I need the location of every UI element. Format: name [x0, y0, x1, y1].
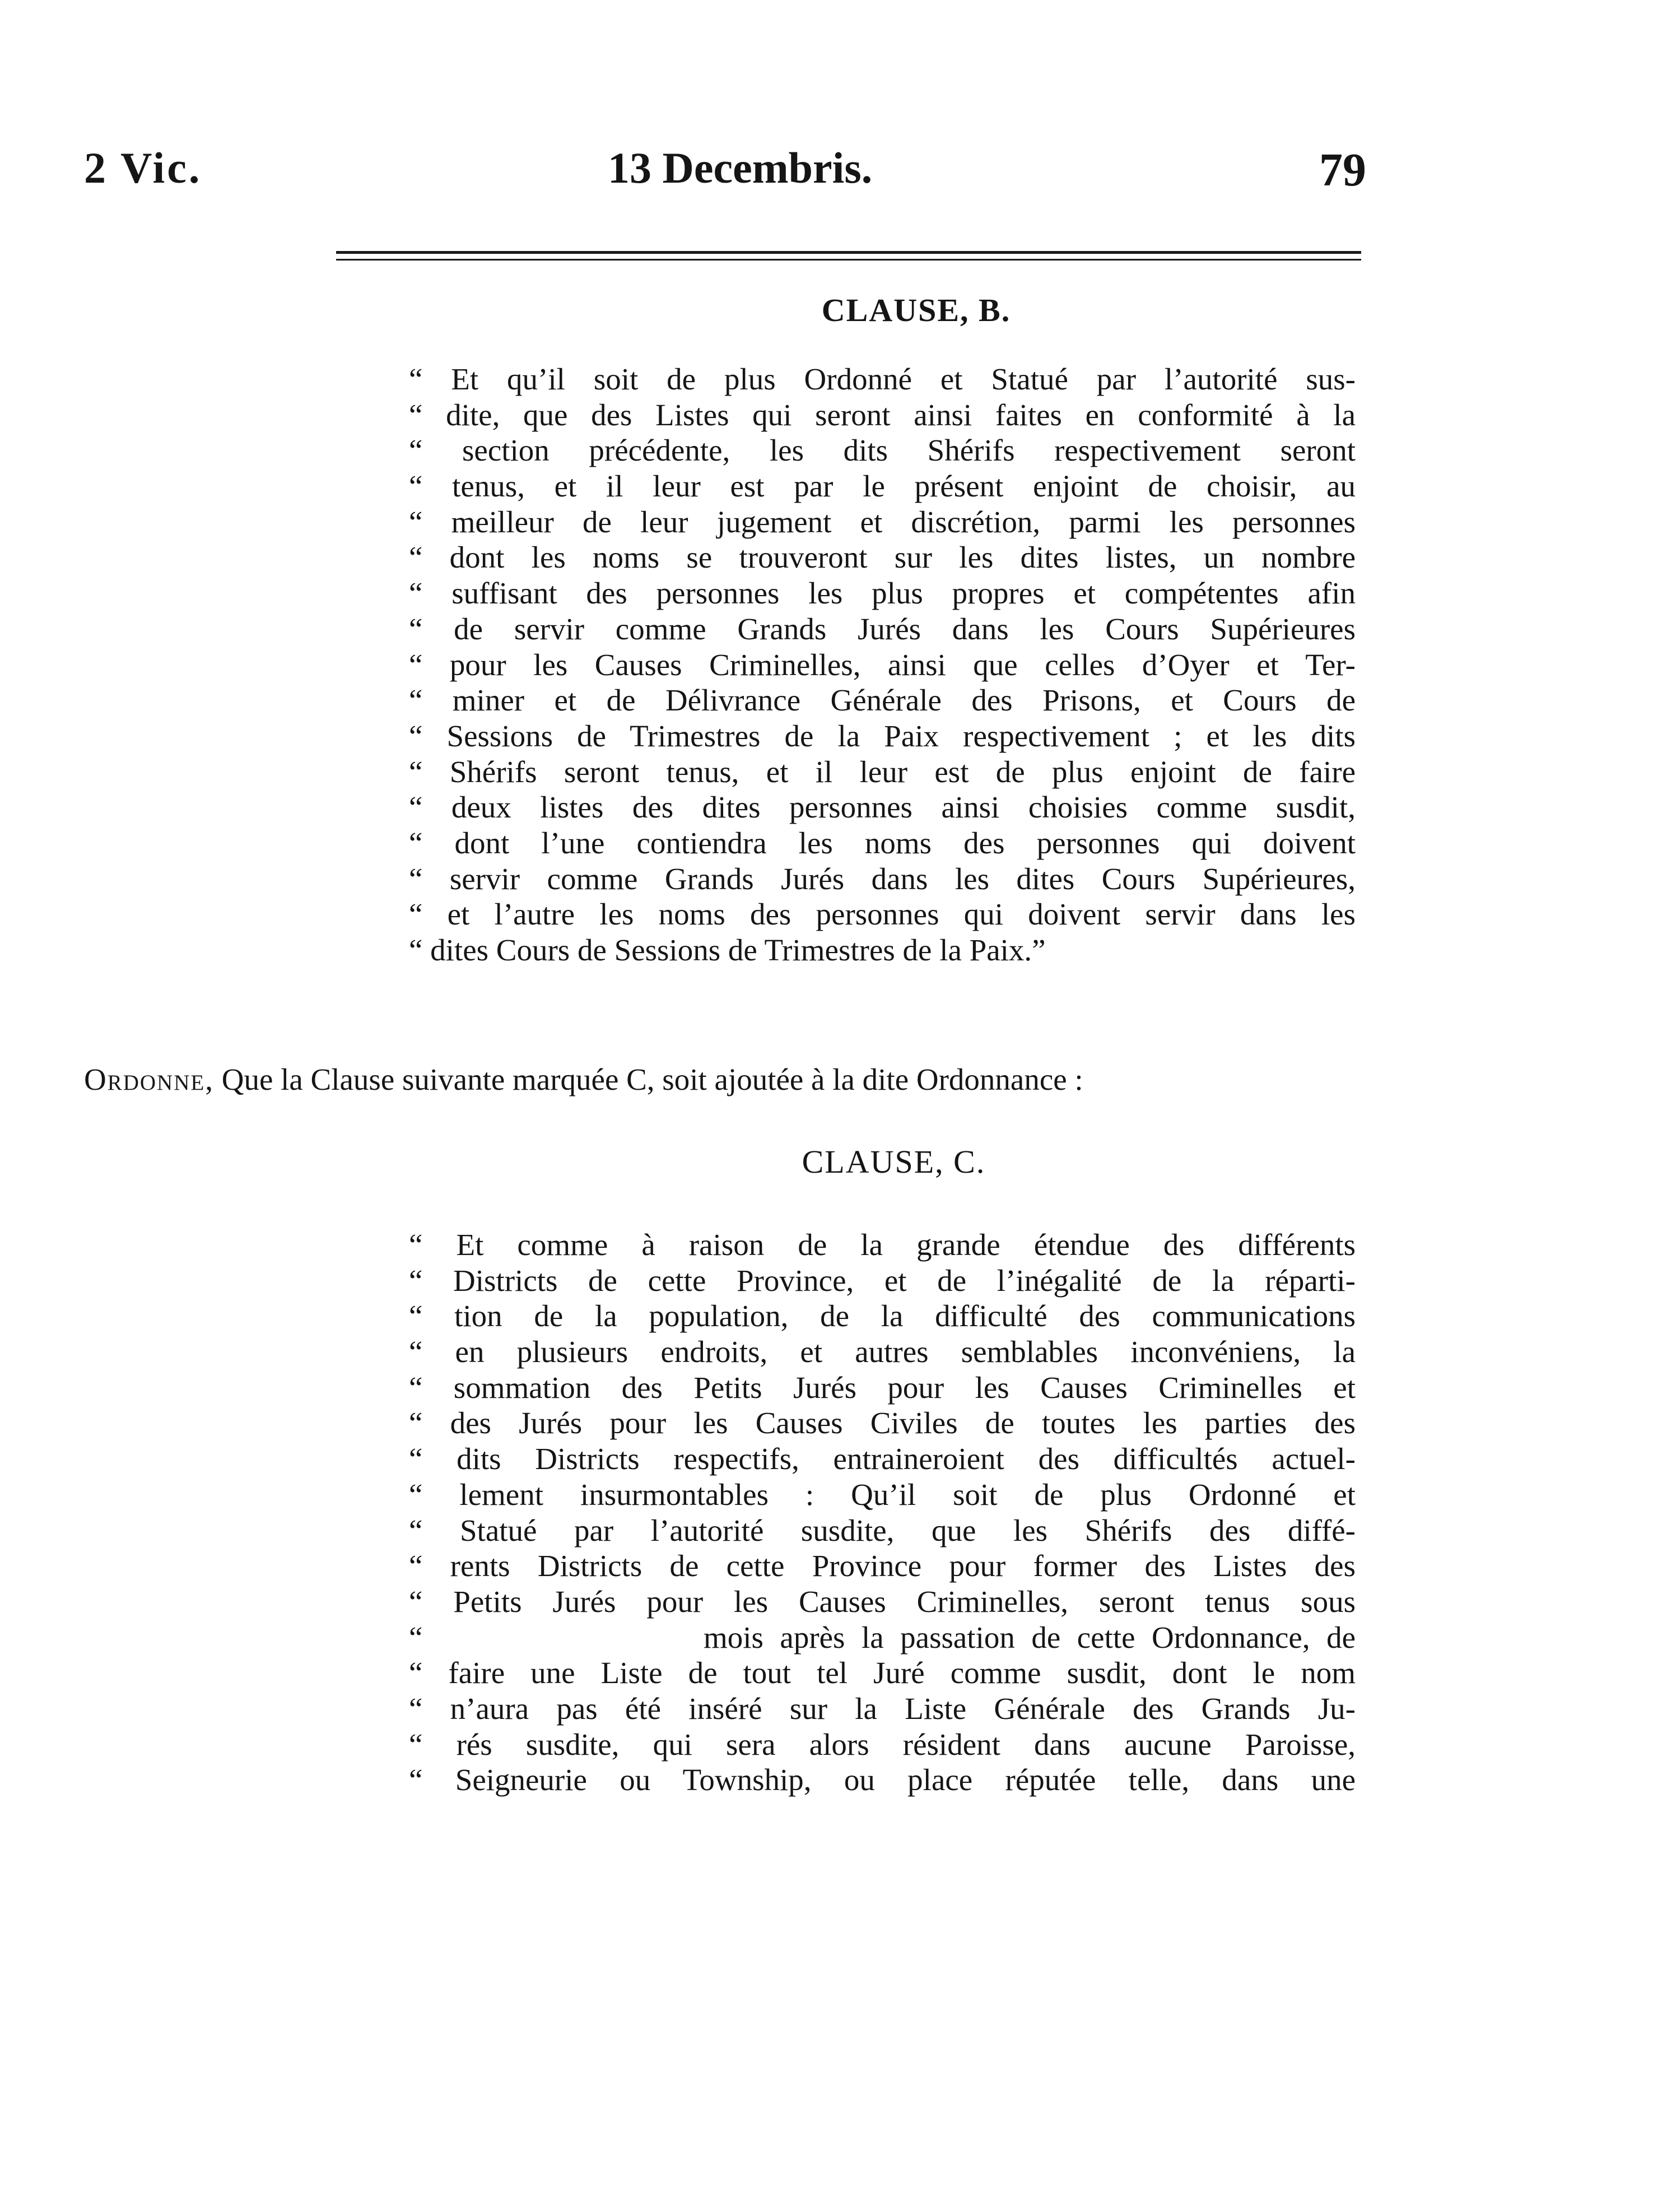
clause-b-line: “ dite, que des Listes qui seront ainsi faites en conformité à la [409, 397, 1356, 432]
clause-c-line: “ lement insurmontables : Qu’il soit de plus Ordonné et [409, 1477, 1356, 1512]
clause-b-heading: CLAUSE, B. [821, 292, 1011, 328]
clause-b-line: “ suffisant des personnes les plus propres et compétentes afin [409, 576, 1356, 611]
clause-b-line: “ meilleur de leur jugement et discrétion, parmi les personnes [409, 504, 1356, 539]
header-rule [336, 251, 1361, 254]
clause-b-line: “ Shérifs seront tenus, et il leur est de plus enjoint de faire [409, 754, 1356, 789]
page-number: 79 [1319, 144, 1366, 196]
clause-b-line: “ et l’autre les noms des personnes qui doivent servir dans les [409, 897, 1356, 932]
clause-c-line: “ n’aura pas été inséré sur la Liste Générale des Grands Ju- [409, 1691, 1356, 1726]
ordonne-text: Que la Clause suivante marquée C, soit ajoutée à la dite Ordonnance : [213, 1062, 1083, 1096]
clause-c-line: “ Et comme à raison de la grande étendue des différents [409, 1228, 1356, 1262]
clause-c-line: “ des Jurés pour les Causes Civiles de toutes les parties des [409, 1406, 1356, 1440]
clause-b-text [409, 361, 1356, 968]
clause-c-line: “ Petits Jurés pour les Causes Criminelles, seront tenus sous [409, 1584, 1356, 1619]
clause-b-line: “ deux listes des dites personnes ainsi choisies comme susdit, [409, 790, 1356, 825]
clause-c-line: “ Districts de cette Province, et de l’inégalité de la réparti- [409, 1263, 1356, 1298]
clause-b-line: “ dont les noms se trouveront sur les dites listes, un nombre [409, 540, 1356, 575]
clause-c-line: “ faire une Liste de tout tel Juré comme susdit, dont le nom [409, 1656, 1356, 1690]
clause-b-line: “ section précédente, les dits Shérifs respectivement seront [409, 433, 1356, 468]
running-head-date: 13 Decembris. [608, 143, 873, 192]
clause-c-line: “ rents Districts de cette Province pour former des Listes des [409, 1549, 1356, 1583]
clause-c-line: “ mois après la passation de cette Ordonnance, de [409, 1620, 1356, 1655]
clause-c-heading: CLAUSE, C. [802, 1144, 986, 1180]
clause-c-line: “ Statué par l’autorité susdite, que les Shérifs des diffé- [409, 1513, 1356, 1548]
clause-c-line: “ rés susdite, qui sera alors résident dans aucune Paroisse, [409, 1727, 1356, 1762]
clause-b-line: “ dont l’une contiendra les noms des personnes qui doivent [409, 825, 1356, 860]
clause-c-line: “ Seigneurie ou Township, ou place réputée telle, dans une [409, 1763, 1356, 1797]
clause-b-line: “ dites Cours de Sessions de Trimestres de la Paix.” [409, 933, 1046, 967]
clause-c-line: “ tion de la population, de la difficulté des communications [409, 1299, 1356, 1333]
ordonne-paragraph [84, 1062, 1372, 1098]
clause-b-line: “ miner et de Délivrance Générale des Prisons, et Cours de [409, 683, 1356, 718]
clause-b-line: “ tenus, et il leur est par le présent enjoint de choisir, au [409, 469, 1356, 504]
clause-b-line: “ Sessions de Trimestres de la Paix respectivement ; et les dits [409, 718, 1356, 753]
running-head-regnal-year: 2 Vic. [84, 143, 202, 192]
clause-c-line: “ en plusieurs endroits, et autres semblables inconvéniens, la [409, 1335, 1356, 1369]
ordonne-label: Ordonne, [84, 1062, 214, 1096]
clause-b-line: “ Et qu’il soit de plus Ordonné et Statué par l’autorité sus- [409, 362, 1356, 396]
clause-b-line: “ de servir comme Grands Jurés dans les Cours Supérieures [409, 611, 1356, 646]
page-header [0, 143, 1653, 205]
clause-c-line: “ dits Districts respectifs, entraineroient des difficultés actuel- [409, 1442, 1356, 1476]
clause-c-line: “ sommation des Petits Jurés pour les Causes Criminelles et [409, 1370, 1356, 1405]
header-rule-thin [336, 259, 1361, 261]
clause-b-line: “ servir comme Grands Jurés dans les dites Cours Supérieures, [409, 861, 1356, 896]
clause-b-line: “ pour les Causes Criminelles, ainsi que celles d’Oyer et Ter- [409, 647, 1356, 682]
clause-c-text [409, 1227, 1356, 1798]
